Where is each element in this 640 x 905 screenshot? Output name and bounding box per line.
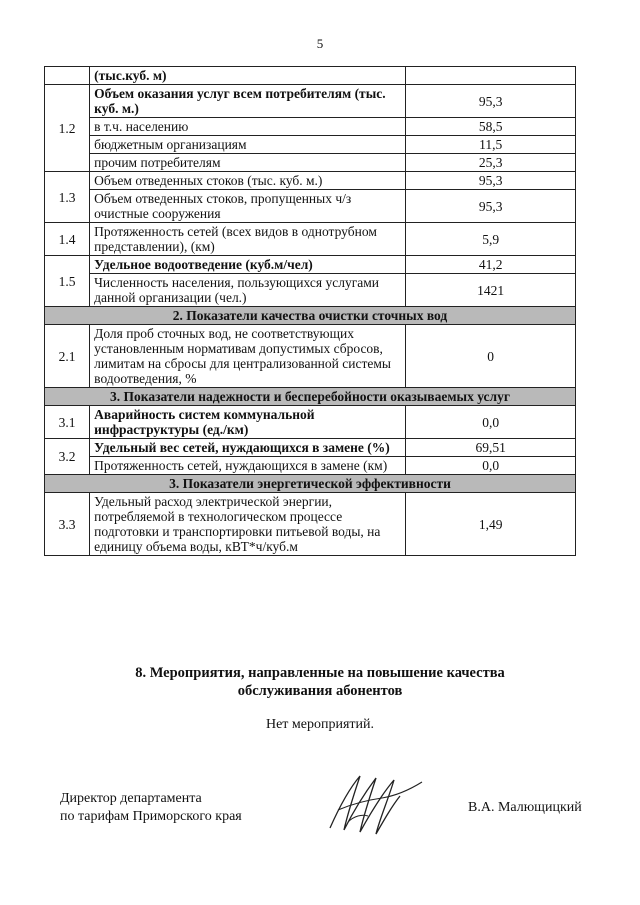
indicator-value: 95,3 [406, 85, 576, 118]
indicator-name: Удельное водоотведение (куб.м/чел) [90, 256, 406, 274]
section-header: 3. Показатели надежности и бесперебойности оказываемых услуг [45, 388, 576, 406]
signer-title-line-1: Директор департамента [60, 791, 202, 806]
section-row [45, 307, 576, 325]
table-row [45, 67, 576, 85]
section-8-heading [0, 664, 640, 700]
indicator-value: 0,0 [406, 457, 576, 475]
section-row [45, 475, 576, 493]
table-row [45, 325, 576, 388]
indicator-name: Доля проб сточных вод, не соответствующих установленным нормативам допустимых сбросов, лимитам на сбросы для централизованной системы водоотведения, % [90, 325, 406, 388]
indicator-name: (тыс.куб. м) [90, 67, 406, 85]
row-number: 1.5 [45, 256, 90, 307]
table-row [45, 256, 576, 274]
indicator-name: Аварийность систем коммунальной инфраструктуры (ед./км) [90, 406, 406, 439]
row-number: 1.2 [45, 85, 90, 172]
table-row [45, 439, 576, 457]
row-number: 1.3 [45, 172, 90, 223]
indicator-value: 0 [406, 325, 576, 388]
indicator-name: Протяженность сетей, нуждающихся в замене (км) [90, 457, 406, 475]
indicator-value: 1,49 [406, 493, 576, 556]
indicator-value: 5,9 [406, 223, 576, 256]
table-row [45, 136, 576, 154]
indicator-value: 95,3 [406, 172, 576, 190]
section-8-heading-line-2: обслуживания абонентов [237, 683, 403, 699]
table-row [45, 274, 576, 307]
indicator-name: бюджетным организациям [90, 136, 406, 154]
table-row [45, 190, 576, 223]
row-number: 3.2 [45, 439, 90, 475]
row-number [45, 67, 90, 85]
indicator-name: Объем отведенных стоков, пропущенных ч/з очистные сооружения [90, 190, 406, 223]
indicator-value: 1421 [406, 274, 576, 307]
table-row [45, 172, 576, 190]
row-number: 1.4 [45, 223, 90, 256]
indicators-table [44, 66, 576, 556]
indicator-name: Численность населения, пользующихся услугами данной организации (чел.) [90, 274, 406, 307]
table-row [45, 223, 576, 256]
section-8-heading-line-1: 8. Мероприятия, направленные на повышение качества [135, 665, 505, 681]
row-number: 3.1 [45, 406, 90, 439]
indicator-name: Удельный расход электрической энергии, потребляемой в технологическом процессе подготовки и транспортировки питьевой воды, на единицу объема воды, кВТ*ч/куб.м [90, 493, 406, 556]
indicator-value: 0,0 [406, 406, 576, 439]
signer-title [60, 790, 242, 826]
indicator-name: Объем отведенных стоков (тыс. куб. м.) [90, 172, 406, 190]
indicator-name: прочим потребителям [90, 154, 406, 172]
indicator-value: 41,2 [406, 256, 576, 274]
handwritten-signature [318, 770, 428, 840]
indicator-name: в т.ч. населению [90, 118, 406, 136]
indicator-value: 11,5 [406, 136, 576, 154]
indicator-name: Объем оказания услуг всем потребителям (тыс. куб. м.) [90, 85, 406, 118]
indicator-name: Протяженность сетей (всех видов в однотрубном представлении), (км) [90, 223, 406, 256]
table-row [45, 118, 576, 136]
row-number: 3.3 [45, 493, 90, 556]
signer-name: В.А. Малющицкий [468, 800, 582, 815]
signer-title-line-2: по тарифам Приморского края [60, 809, 242, 824]
indicator-value: 25,3 [406, 154, 576, 172]
indicator-value: 58,5 [406, 118, 576, 136]
table-row [45, 406, 576, 439]
section-header: 2. Показатели качества очистки сточных вод [45, 307, 576, 325]
table-row [45, 154, 576, 172]
section-row [45, 388, 576, 406]
indicator-value: 69,51 [406, 439, 576, 457]
section-8-text: Нет мероприятий. [265, 717, 375, 732]
section-header: 3. Показатели энергетической эффективности [45, 475, 576, 493]
indicator-value [406, 67, 576, 85]
table-row [45, 85, 576, 118]
indicator-name: Удельный вес сетей, нуждающихся в замене (%) [90, 439, 406, 457]
table-row [45, 457, 576, 475]
indicator-value: 95,3 [406, 190, 576, 223]
page-number: 5 [316, 36, 324, 51]
row-number: 2.1 [45, 325, 90, 388]
table-row [45, 493, 576, 556]
